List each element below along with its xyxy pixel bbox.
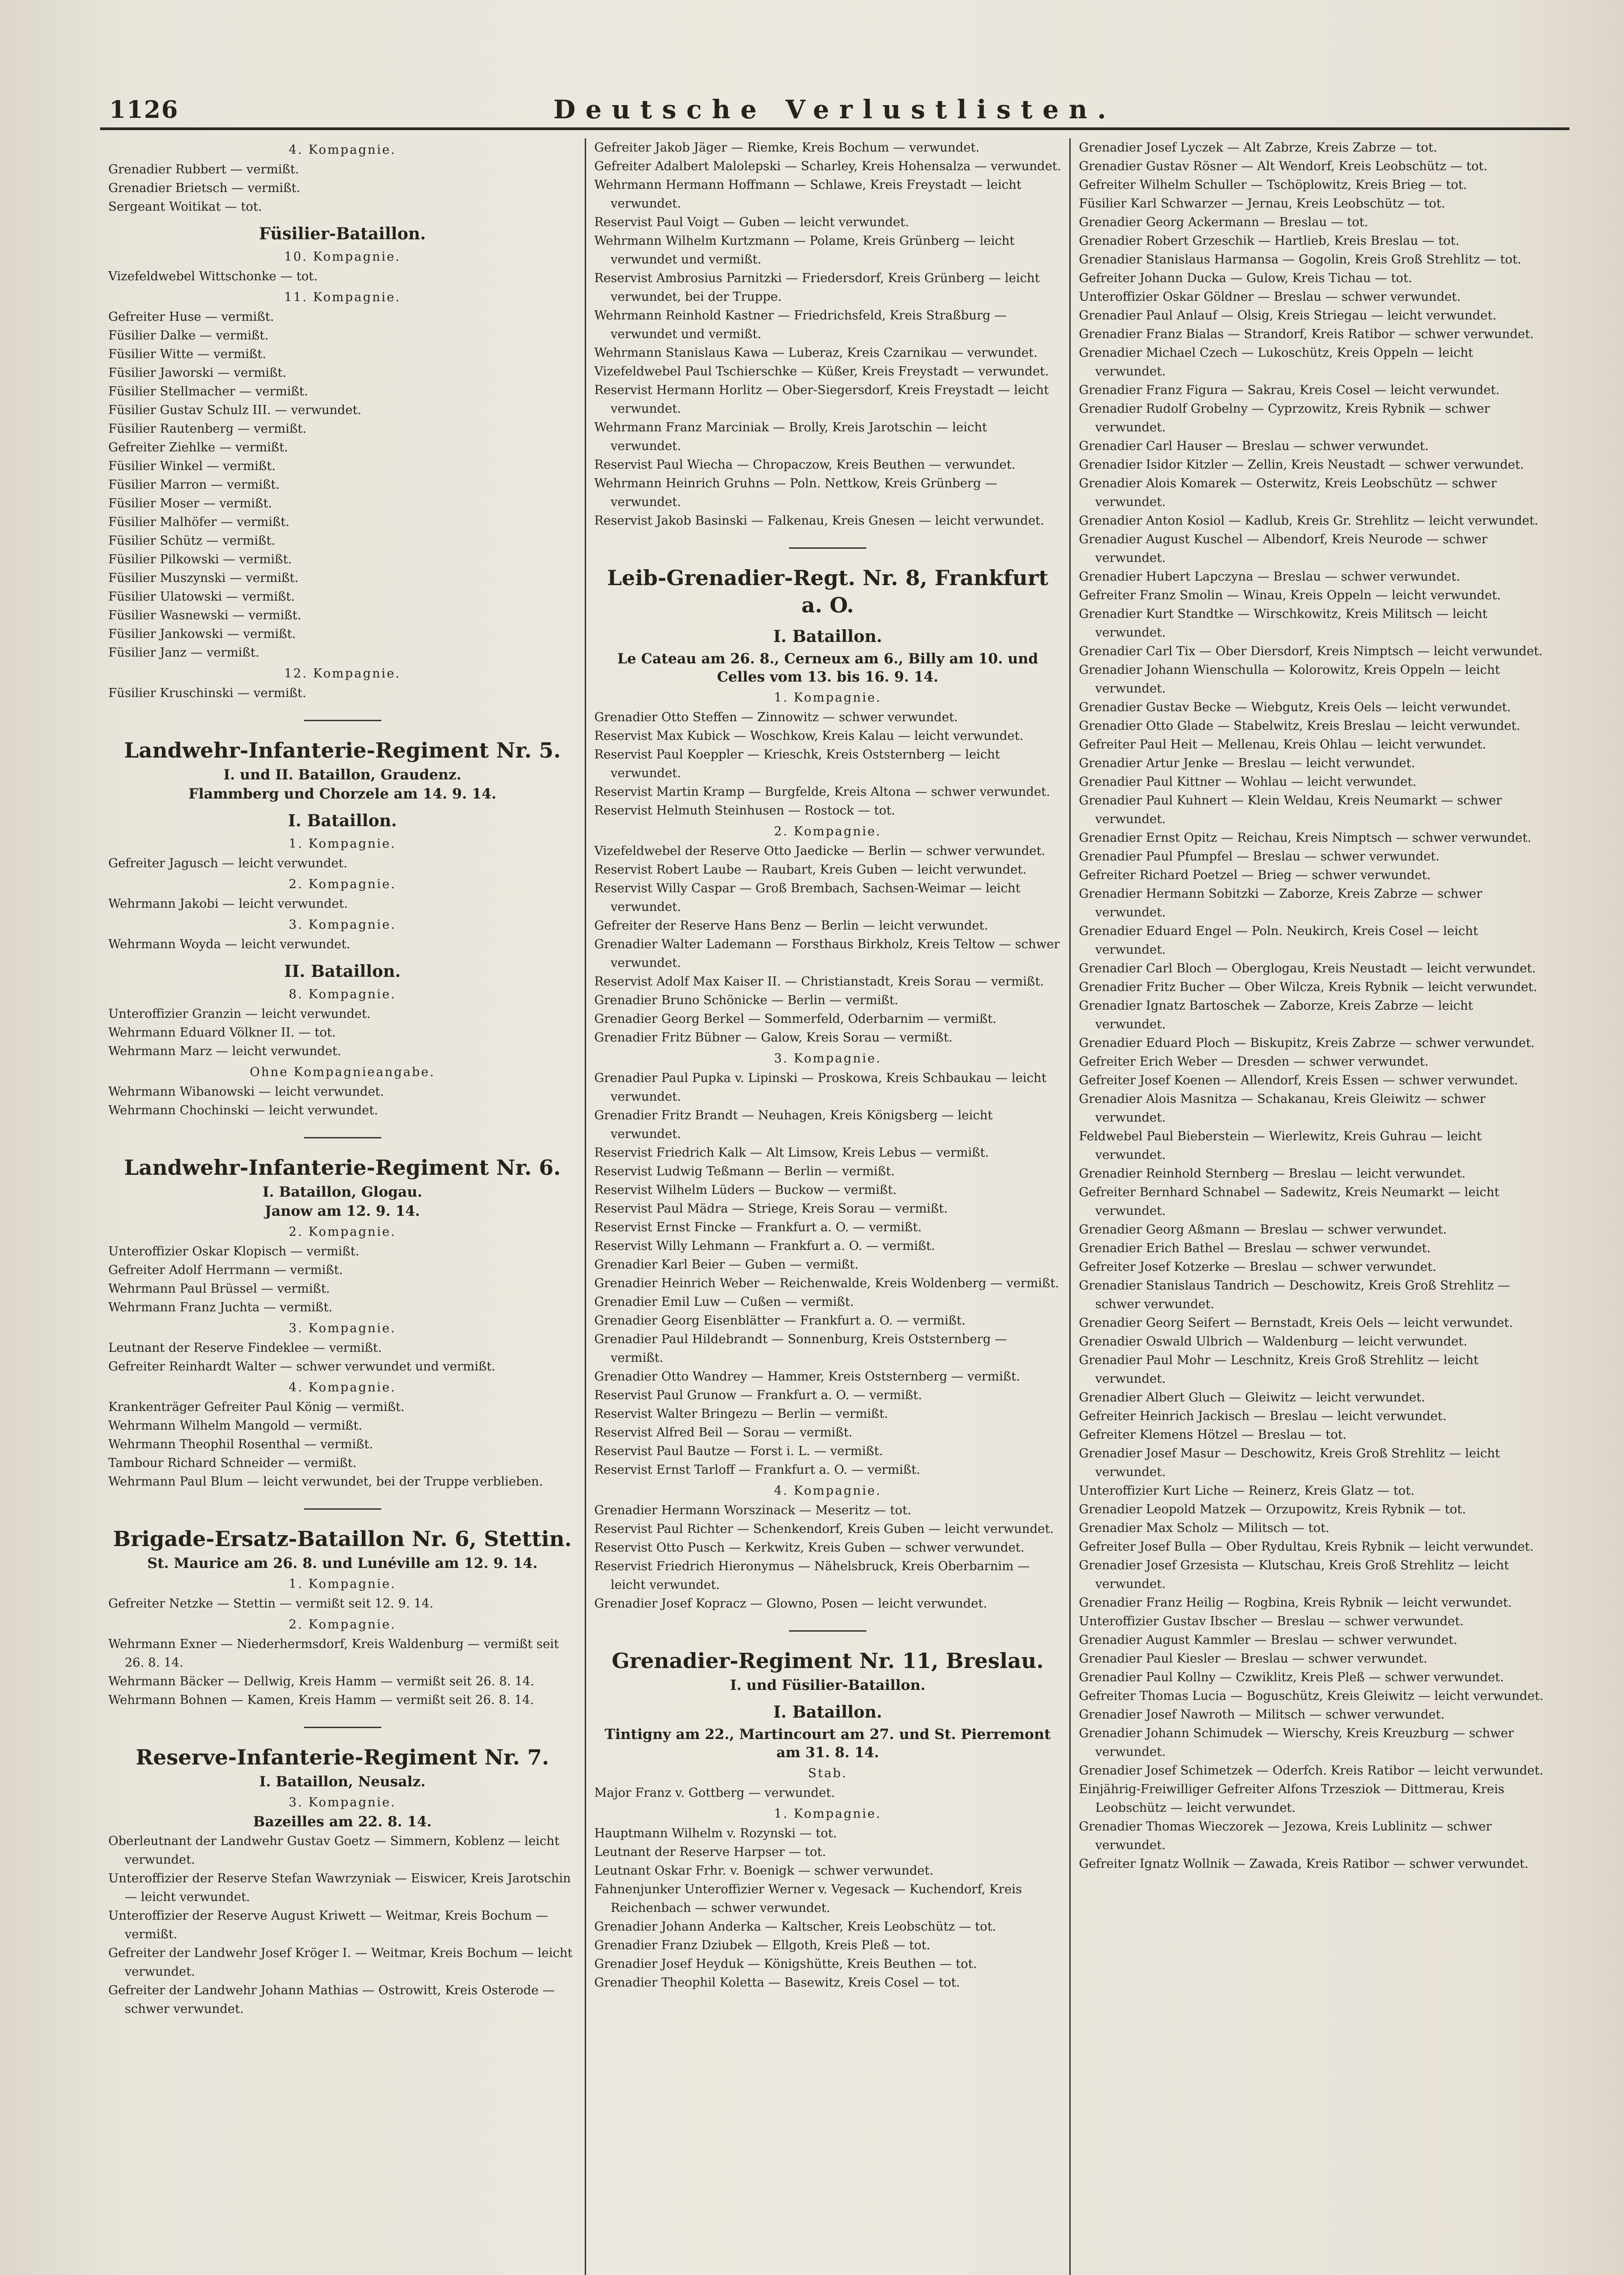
list-entry: Grenadier Paul Pupka v. Lipinski — Proskowa, Kreis Schbaukau — leicht verwundet. bbox=[594, 1071, 1047, 1104]
list-entry: Grenadier Reinhold Sternberg — Breslau — leicht verwundet. bbox=[1079, 1167, 1466, 1181]
page-header bbox=[100, 86, 1569, 130]
list-entry: Unteroffizier Kurt Liche — Reinerz, Kreis Glatz — tot. bbox=[1079, 1484, 1415, 1498]
list-entry: Grenadier Josef Grzesista — Klutschau, Kreis Groß Strehlitz — leicht verwundet. bbox=[1079, 1558, 1509, 1591]
list-entry: Füsilier Winkel — vermißt. bbox=[108, 459, 276, 473]
section-divider bbox=[304, 1727, 381, 1728]
battalion-subtitle: I. Bataillon, Neusalz. bbox=[259, 1774, 426, 1790]
list-entry: Reservist Willy Lehmann — Frankfurt a. O. — vermißt. bbox=[594, 1239, 935, 1253]
list-entry: Grenadier Paul Kollny — Czwiklitz, Kreis Pleß — schwer verwundet. bbox=[1079, 1670, 1504, 1684]
list-entry: Füsilier Ulatowski — vermißt. bbox=[108, 590, 295, 604]
section-divider bbox=[789, 1630, 866, 1632]
list-entry: Gefreiter Ignatz Wollnik — Zawada, Kreis Ratibor — schwer verwundet. bbox=[1079, 1857, 1529, 1871]
list-entry: Krankenträger Gefreiter Paul König — vermißt. bbox=[108, 1400, 405, 1414]
list-entry: Grenadier Georg Aßmann — Breslau — schwer verwundet. bbox=[1079, 1223, 1447, 1237]
list-entry: Vizefeldwebel Wittschonke — tot. bbox=[108, 269, 318, 283]
list-entry: Grenadier Heinrich Weber — Reichenwalde, Kreis Woldenberg — vermißt. bbox=[594, 1276, 1059, 1290]
kompanie-heading: 4. Kompagnie. bbox=[774, 1484, 881, 1498]
list-entry: Wehrmann Woyda — leicht verwundet. bbox=[108, 937, 350, 951]
list-entry: Füsilier Schütz — vermißt. bbox=[108, 534, 275, 548]
list-entry: Gefreiter Reinhardt Walter — schwer verwundet und vermißt. bbox=[108, 1360, 496, 1374]
list-entry: Gefreiter der Landwehr Johann Mathias — Ostrowitt, Kreis Osterode — schwer verwundet. bbox=[108, 1983, 555, 2016]
regiment-heading: Grenadier-Regiment Nr. 11, Breslau. bbox=[612, 1648, 1044, 1673]
list-entry: Grenadier Josef Masur — Deschowitz, Kreis Groß Strehlitz — leicht verwundet. bbox=[1079, 1446, 1500, 1479]
list-entry: Füsilier Dalke — vermißt. bbox=[108, 329, 269, 343]
bataillon-heading: I. Bataillon. bbox=[288, 811, 397, 830]
list-entry: Gefreiter Johann Ducka — Gulow, Kreis Tichau — tot. bbox=[1079, 271, 1412, 285]
bataillon-heading: I. Bataillon. bbox=[773, 1703, 882, 1722]
list-entry: Grenadier Otto Glade — Stabelwitz, Kreis Breslau — leicht verwundet. bbox=[1079, 719, 1520, 733]
list-entry: Grenadier Hubert Lapczyna — Breslau — schwer verwundet. bbox=[1079, 570, 1460, 584]
list-entry: Vizefeldwebel der Reserve Otto Jaedicke — Berlin — schwer verwundet. bbox=[594, 844, 1046, 858]
list-entry: Grenadier Ernst Opitz — Reichau, Kreis Nimptsch — schwer verwundet. bbox=[1079, 831, 1532, 845]
list-entry: Grenadier Paul Anlauf — Olsig, Kreis Striegau — leicht verwundet. bbox=[1079, 308, 1497, 323]
battle-subtitle: Le Cateau am 26. 8., Cerneux am 6., Billy am 10. und Celles vom 13. bis 16. 9. 14. bbox=[617, 651, 1038, 685]
stab-heading: Stab. bbox=[808, 1766, 848, 1780]
list-entry: Reservist Paul Koeppler — Krieschk, Kreis Oststernberg — leicht verwundet. bbox=[594, 748, 1000, 780]
list-entry: Füsilier Karl Schwarzer — Jernau, Kreis Leobschütz — tot. bbox=[1079, 197, 1446, 211]
list-entry: Grenadier Josef Nawroth — Militsch — schwer verwundet. bbox=[1079, 1708, 1445, 1722]
list-entry: Füsilier Jankowski — vermißt. bbox=[108, 627, 296, 641]
list-entry: Grenadier Josef Lyczek — Alt Zabrze, Kreis Zabrze — tot. bbox=[1079, 141, 1437, 155]
list-entry: Reservist Martin Kramp — Burgfelde, Kreis Altona — schwer verwundet. bbox=[594, 785, 1050, 799]
list-entry: Grenadier Emil Luw — Cußen — vermißt. bbox=[594, 1295, 854, 1309]
list-entry: Füsilier Wasnewski — vermißt. bbox=[108, 608, 302, 622]
list-entry: Grenadier Josef Schimetzek — Oderfch. Kreis Ratibor — leicht verwundet. bbox=[1079, 1764, 1543, 1778]
list-entry: Sergeant Woitikat — tot. bbox=[108, 200, 262, 214]
kompanie-heading: 8. Kompagnie. bbox=[288, 987, 396, 1001]
list-entry: Grenadier Paul Hildebrandt — Sonnenburg, Kreis Oststernberg — vermißt. bbox=[594, 1332, 1007, 1365]
list-entry: Füsilier Marron — vermißt. bbox=[108, 478, 280, 492]
list-entry: Füsilier Kruschinski — vermißt. bbox=[108, 686, 307, 700]
list-entry: Wehrmann Jakobi — leicht verwundet. bbox=[108, 897, 348, 911]
list-entry: Grenadier Paul Pfumpfel — Breslau — schwer verwundet. bbox=[1079, 849, 1440, 864]
list-entry: Wehrmann Exner — Niederhermsdorf, Kreis Waldenburg — vermißt seit 26. 8. 14. bbox=[108, 1637, 559, 1670]
list-entry: Unteroffizier Oskar Göldner — Breslau — schwer verwundet. bbox=[1079, 290, 1461, 304]
list-entry: Gefreiter Ziehlke — vermißt. bbox=[108, 440, 288, 455]
kompanie-heading: 3. Kompagnie. bbox=[288, 1795, 396, 1810]
list-entry: Grenadier Kurt Standtke — Wirschkowitz, Kreis Militsch — leicht verwundet. bbox=[1079, 607, 1487, 640]
list-entry: Füsilier Jaworski — vermißt. bbox=[108, 366, 287, 380]
list-entry: Grenadier Hermann Sobitzki — Zaborze, Kreis Zabrze — schwer verwundet. bbox=[1079, 887, 1482, 920]
list-entry: Grenadier Otto Wandrey — Hammer, Kreis Oststernberg — vermißt. bbox=[594, 1370, 1020, 1384]
list-entry: Grenadier Carl Hauser — Breslau — schwer verwundet. bbox=[1079, 439, 1429, 453]
list-entry: Grenadier Paul Mohr — Leschnitz, Kreis Groß Strehlitz — leicht verwundet. bbox=[1079, 1353, 1479, 1386]
list-entry: Gefreiter Heinrich Jackisch — Breslau — leicht verwundet. bbox=[1079, 1409, 1447, 1423]
battalion-subtitle: I. und II. Bataillon, Graudenz. bbox=[223, 767, 461, 783]
list-entry: Füsilier Malhöfer — vermißt. bbox=[108, 515, 290, 529]
list-entry: Leutnant Oskar Frhr. v. Boenigk — schwer verwundet. bbox=[594, 1864, 934, 1878]
section-divider bbox=[304, 720, 381, 721]
battalion-subtitle: I. Bataillon, Glogau. bbox=[263, 1184, 422, 1200]
list-entry: Vizefeldwebel Paul Tschierschke — Küßer, Kreis Freystadt — verwundet. bbox=[594, 364, 1049, 379]
list-entry: Tambour Richard Schneider — vermißt. bbox=[108, 1456, 357, 1470]
list-entry: Grenadier Josef Kopracz — Glowno, Posen — leicht verwundet. bbox=[594, 1597, 987, 1611]
section-divider bbox=[304, 1508, 381, 1510]
list-entry: Gefreiter der Reserve Hans Benz — Berlin — leicht verwundet. bbox=[594, 919, 988, 933]
list-entry: Grenadier Michael Czech — Lukoschütz, Kreis Oppeln — leicht verwundet. bbox=[1079, 346, 1473, 379]
list-entry: Gefreiter Wilhelm Schuller — Tschöplowitz, Kreis Brieg — tot. bbox=[1079, 178, 1467, 192]
list-entry: Gefreiter Adalbert Malolepski — Scharley, Kreis Hohensalza — verwundet. bbox=[594, 159, 1061, 173]
list-entry: Grenadier Isidor Kitzler — Zellin, Kreis Neustadt — schwer verwundet. bbox=[1079, 458, 1524, 472]
list-entry: Grenadier Paul Kittner — Wohlau — leicht verwundet. bbox=[1079, 775, 1417, 789]
list-entry: Füsilier Stellmacher — vermißt. bbox=[108, 384, 309, 399]
list-entry: Reservist Hermann Horlitz — Ober-Siegersdorf, Kreis Freystadt — leicht verwundet. bbox=[594, 383, 1049, 416]
list-entry: Grenadier Max Scholz — Militsch — tot. bbox=[1079, 1521, 1330, 1535]
list-entry: Gefreiter Jagusch — leicht verwundet. bbox=[108, 856, 348, 870]
list-entry: Leutnant der Reserve Findeklee — vermißt. bbox=[108, 1341, 382, 1355]
list-entry: Füsilier Janz — vermißt. bbox=[108, 646, 259, 660]
list-entry: Reservist Helmuth Steinhusen — Rostock — tot. bbox=[594, 804, 895, 818]
list-entry: Grenadier Walter Lademann — Forsthaus Birkholz, Kreis Teltow — schwer verwundet. bbox=[594, 937, 1060, 970]
list-entry: Grenadier Erich Bathel — Breslau — schwer verwundet. bbox=[1079, 1241, 1431, 1255]
list-entry: Grenadier Theophil Koletta — Basewitz, Kreis Cosel — tot. bbox=[594, 1976, 960, 1990]
list-entry: Füsilier Moser — vermißt. bbox=[108, 496, 273, 511]
list-entry: Wehrmann Bäcker — Dellwig, Kreis Hamm — vermißt seit 26. 8. 14. bbox=[108, 1674, 535, 1689]
list-entry: Gefreiter Klemens Hötzel — Breslau — tot. bbox=[1079, 1428, 1347, 1442]
list-entry: Grenadier Paul Kiesler — Breslau — schwer verwundet. bbox=[1079, 1652, 1427, 1666]
kompanie-heading: 3. Kompagnie. bbox=[288, 1321, 396, 1335]
list-entry: Gefreiter Josef Bulla — Ober Rydultau, Kreis Rybnik — leicht verwundet. bbox=[1079, 1540, 1534, 1554]
kompanie-heading: 3. Kompagnie. bbox=[774, 1052, 881, 1066]
list-entry: Grenadier Otto Steffen — Zinnowitz — schwer verwundet. bbox=[594, 710, 958, 724]
list-entry: Wehrmann Paul Blum — leicht verwundet, bei der Truppe verblieben. bbox=[108, 1475, 543, 1489]
kompanie-heading: 4. Kompagnie. bbox=[288, 143, 396, 157]
list-entry: Füsilier Gustav Schulz III. — verwundet. bbox=[108, 403, 362, 417]
kompanie-heading: 1. Kompagnie. bbox=[774, 1807, 881, 1821]
list-entry: Grenadier Josef Heyduk — Königshütte, Kreis Beuthen — tot. bbox=[594, 1957, 977, 1971]
list-entry: Unteroffizier der Reserve August Kriwett — Weitmar, Kreis Bochum — vermißt. bbox=[108, 1909, 548, 1941]
list-entry: Grenadier Fritz Bucher — Ober Wilcza, Kreis Rybnik — leicht verwundet. bbox=[1079, 980, 1538, 994]
list-entry: Wehrmann Theophil Rosenthal — vermißt. bbox=[108, 1437, 373, 1451]
columns bbox=[100, 138, 1569, 2275]
regiment-heading: Brigade-Ersatz-Bataillon Nr. 6, Stettin. bbox=[113, 1527, 572, 1551]
list-entry: Reservist Ludwig Teßmann — Berlin — vermißt. bbox=[594, 1164, 895, 1178]
list-entry: Reservist Max Kubick — Woschkow, Kreis Kalau — leicht verwundet. bbox=[594, 729, 1024, 743]
list-entry: Reservist Robert Laube — Raubart, Kreis Guben — leicht verwundet. bbox=[594, 863, 1027, 877]
list-entry: Gefreiter Thomas Lucia — Boguschütz, Kreis Gleiwitz — leicht verwundet. bbox=[1079, 1689, 1544, 1703]
list-entry: Füsilier Muszynski — vermißt. bbox=[108, 571, 298, 585]
list-entry: Grenadier Eduard Engel — Poln. Neukirch, Kreis Cosel — leicht verwundet. bbox=[1079, 924, 1478, 957]
kompanie-heading: 1. Kompagnie. bbox=[774, 691, 881, 705]
list-entry: Wehrmann Stanislaus Kawa — Luberaz, Kreis Czarnikau — verwundet. bbox=[594, 346, 1038, 360]
kompanie-heading: 1. Kompagnie. bbox=[288, 837, 396, 851]
list-entry: Grenadier Rubbert — vermißt. bbox=[108, 162, 299, 177]
kompanie-heading: 11. Kompagnie. bbox=[284, 290, 401, 304]
list-entry: Wehrmann Marz — leicht verwundet. bbox=[108, 1044, 341, 1058]
list-entry: Reservist Jakob Basinski — Falkenau, Kreis Gnesen — leicht verwundet. bbox=[594, 514, 1044, 528]
list-entry: Grenadier Franz Bialas — Strandorf, Kreis Ratibor — schwer verwundet. bbox=[1079, 327, 1534, 341]
page-number: 1126 bbox=[109, 96, 179, 124]
kompanie-heading: 1. Kompagnie. bbox=[288, 1577, 396, 1591]
list-entry: Einjährig-Freiwilliger Gefreiter Alfons Trzesziok — Dittmerau, Kreis Leobschütz — leicht verwundet. bbox=[1079, 1782, 1505, 1815]
battle-subtitle: Bazeilles am 22. 8. 14. bbox=[253, 1814, 432, 1830]
list-entry: Grenadier Karl Beier — Guben — vermißt. bbox=[594, 1258, 859, 1272]
list-entry: Grenadier Gustav Becke — Wiebgutz, Kreis Oels — leicht verwundet. bbox=[1079, 700, 1511, 714]
list-entry: Reservist Ambrosius Parnitzki — Friedersdorf, Kreis Grünberg — leicht verwundet, bei der Truppe. bbox=[594, 271, 1040, 304]
list-entry: Grenadier Artur Jenke — Breslau — leicht verwundet. bbox=[1079, 756, 1415, 770]
regiment-heading: Leib-Grenadier-Regt. Nr. 8, Frankfurt a. O. bbox=[607, 566, 1048, 617]
battle-subtitle: Tintigny am 22., Martincourt am 27. und St. Pierremont am 31. 8. 14. bbox=[604, 1726, 1051, 1761]
kompanie-heading: 12. Kompagnie. bbox=[284, 667, 401, 681]
page-title: Deutsche Verlustlisten. bbox=[553, 95, 1116, 125]
list-entry: Grenadier Franz Figura — Sakrau, Kreis Cosel — leicht verwundet. bbox=[1079, 383, 1500, 397]
section-divider bbox=[304, 1137, 381, 1138]
list-entry: Reservist Paul Mädra — Striege, Kreis Sorau — vermißt. bbox=[594, 1202, 948, 1216]
list-entry: Wehrmann Wilhelm Kurtzmann — Polame, Kreis Grünberg — leicht verwundet und vermißt. bbox=[594, 234, 1015, 267]
column-1 bbox=[100, 138, 585, 2275]
list-entry: Reservist Paul Richter — Schenkendorf, Kreis Guben — leicht verwundet. bbox=[594, 1522, 1054, 1536]
list-entry: Grenadier Stanislaus Tandrich — Deschowitz, Kreis Groß Strehlitz — schwer verwundet. bbox=[1079, 1279, 1510, 1311]
list-entry: Gefreiter Franz Smolin — Winau, Kreis Oppeln — leicht verwundet. bbox=[1079, 588, 1501, 602]
list-entry: Unteroffizier Oskar Klopisch — vermißt. bbox=[108, 1244, 359, 1259]
list-entry: Grenadier Carl Tix — Ober Diersdorf, Kreis Nimptsch — leicht verwundet. bbox=[1079, 644, 1543, 658]
list-entry: Gefreiter Netzke — Stettin — vermißt seit 12. 9. 14. bbox=[108, 1597, 434, 1611]
list-entry: Gefreiter Josef Kotzerke — Breslau — schwer verwundet. bbox=[1079, 1260, 1437, 1274]
list-entry: Grenadier Eduard Ploch — Biskupitz, Kreis Zabrze — schwer verwundet. bbox=[1079, 1036, 1535, 1050]
kompanie-heading: 2. Kompagnie. bbox=[774, 824, 881, 839]
list-entry: Grenadier Gustav Rösner — Alt Wendorf, Kreis Leobschütz — tot. bbox=[1079, 159, 1488, 173]
list-entry: Leutnant der Reserve Harpser — tot. bbox=[594, 1845, 826, 1859]
list-entry: Grenadier Franz Heilig — Rogbina, Kreis Rybnik — leicht verwundet. bbox=[1079, 1596, 1512, 1610]
list-entry: Gefreiter Bernhard Schnabel — Sadewitz, Kreis Neumarkt — leicht verwundet. bbox=[1079, 1185, 1499, 1218]
list-entry: Gefreiter Josef Koenen — Allendorf, Kreis Essen — schwer verwundet. bbox=[1079, 1073, 1518, 1087]
list-entry: Wehrmann Eduard Völkner II. — tot. bbox=[108, 1026, 336, 1040]
list-entry: Grenadier Ignatz Bartoschek — Zaborze, Kreis Zabrze — leicht verwundet. bbox=[1079, 999, 1473, 1031]
bataillon-heading: I. Bataillon. bbox=[773, 627, 882, 646]
list-entry: Gefreiter Erich Weber — Dresden — schwer verwundet. bbox=[1079, 1055, 1429, 1069]
kompanie-heading: 10. Kompagnie. bbox=[284, 250, 401, 264]
regiment-heading: Reserve-Infanterie-Regiment Nr. 7. bbox=[136, 1745, 549, 1769]
list-entry: Grenadier Bruno Schönicke — Berlin — vermißt. bbox=[594, 993, 898, 1007]
list-entry: Grenadier Franz Dziubek — Ellgoth, Kreis Pleß — tot. bbox=[594, 1938, 931, 1952]
list-entry: Reservist Friedrich Hieronymus — Nähelsbruck, Kreis Oberbarnim — leicht verwundet. bbox=[594, 1559, 1030, 1592]
list-entry: Gefreiter Richard Poetzel — Brieg — schwer verwundet. bbox=[1079, 868, 1431, 882]
list-entry: Füsilier Rautenberg — vermißt. bbox=[108, 422, 307, 436]
list-entry: Wehrmann Wilhelm Mangold — vermißt. bbox=[108, 1419, 363, 1433]
kompanie-heading: 2. Kompagnie. bbox=[288, 877, 396, 891]
list-entry: Gefreiter Adolf Herrmann — vermißt. bbox=[108, 1263, 343, 1277]
list-entry: Wehrmann Franz Juchta — vermißt. bbox=[108, 1300, 333, 1314]
list-entry: Grenadier Anton Kosiol — Kadlub, Kreis Gr. Strehlitz — leicht verwundet. bbox=[1079, 514, 1538, 528]
list-entry: Reservist Alfred Beil — Sorau — vermißt. bbox=[594, 1426, 853, 1440]
list-entry: Wehrmann Heinrich Gruhns — Poln. Nettkow, Kreis Grünberg — verwundet. bbox=[594, 476, 997, 509]
list-entry: Grenadier Robert Grzeschik — Hartlieb, Kreis Breslau — tot. bbox=[1079, 234, 1460, 248]
list-entry: Fahnenjunker Unteroffizier Werner v. Vegesack — Kuchendorf, Kreis Reichenbach — schwer verwundet. bbox=[594, 1882, 1022, 1915]
battalion-subtitle: I. und Füsilier-Bataillon. bbox=[730, 1677, 926, 1694]
list-entry: Reservist Otto Pusch — Kerkwitz, Kreis Guben — schwer verwundet. bbox=[594, 1541, 1025, 1555]
battle-subtitle: Flammberg und Chorzele am 14. 9. 14. bbox=[188, 786, 496, 802]
list-entry: Grenadier Albert Gluch — Gleiwitz — leicht verwundet. bbox=[1079, 1390, 1426, 1405]
list-entry: Reservist Paul Bautze — Forst i. L. — vermißt. bbox=[594, 1444, 883, 1458]
list-entry: Grenadier Johann Wienschulla — Kolorowitz, Kreis Oppeln — leicht verwundet. bbox=[1079, 663, 1500, 696]
battle-subtitle: Janow am 12. 9. 14. bbox=[265, 1203, 420, 1219]
list-entry: Wehrmann Reinhold Kastner — Friedrichsfeld, Kreis Straßburg — verwundet und vermißt. bbox=[594, 308, 1007, 341]
list-entry: Grenadier Brietsch — vermißt. bbox=[108, 181, 300, 195]
bataillon-heading: II. Bataillon. bbox=[284, 962, 401, 981]
list-entry: Grenadier Georg Seifert — Bernstadt, Kreis Oels — leicht verwundet. bbox=[1079, 1316, 1513, 1330]
list-entry: Gefreiter Jakob Jäger — Riemke, Kreis Bochum — verwundet. bbox=[594, 141, 980, 155]
list-entry: Reservist Willy Caspar — Groß Brembach, Sachsen-Weimar — leicht verwundet. bbox=[594, 881, 1021, 914]
list-entry: Gefreiter Huse — vermißt. bbox=[108, 310, 274, 324]
list-entry: Grenadier August Kammler — Breslau — schwer verwundet. bbox=[1079, 1633, 1457, 1647]
list-entry: Reservist Walter Bringezu — Berlin — vermißt. bbox=[594, 1407, 888, 1421]
list-entry: Grenadier Rudolf Grobelny — Cyprzowitz, Kreis Rybnik — schwer verwundet. bbox=[1079, 402, 1490, 435]
list-entry: Wehrmann Wibanowski — leicht verwundet. bbox=[108, 1085, 384, 1099]
list-entry: Reservist Paul Wiecha — Chropaczow, Kreis Beuthen — verwundet. bbox=[594, 458, 1016, 472]
list-entry: Wehrmann Hermann Hoffmann — Schlawe, Kreis Freystadt — leicht verwundet. bbox=[594, 178, 1022, 211]
bataillon-heading: Füsilier-Bataillon. bbox=[259, 224, 426, 243]
list-entry: Grenadier Hermann Worszinack — Meseritz — tot. bbox=[594, 1503, 911, 1517]
list-entry: Grenadier August Kuschel — Albendorf, Kreis Neurode — schwer verwundet. bbox=[1079, 532, 1487, 565]
list-entry: Oberleutnant der Landwehr Gustav Goetz — Simmern, Koblenz — leicht verwundet. bbox=[108, 1834, 560, 1867]
battle-subtitle: St. Maurice am 26. 8. und Lunéville am 12. 9. 14. bbox=[147, 1555, 538, 1572]
list-entry: Unteroffizier der Reserve Stefan Wawrzyniak — Eiswicer, Kreis Jarotschin — leicht verwundet. bbox=[108, 1871, 571, 1904]
list-entry: Wehrmann Paul Brüssel — vermißt. bbox=[108, 1282, 330, 1296]
kompanie-heading: 2. Kompagnie. bbox=[288, 1225, 396, 1239]
list-entry: Grenadier Stanislaus Harmansa — Gogolin, Kreis Groß Strehlitz — tot. bbox=[1079, 253, 1522, 267]
kompanie-heading: 2. Kompagnie. bbox=[288, 1618, 396, 1632]
regiment-heading: Landwehr-Infanterie-Regiment Nr. 5. bbox=[124, 738, 561, 763]
list-entry: Füsilier Pilkowski — vermißt. bbox=[108, 552, 292, 566]
list-entry: Grenadier Paul Kuhnert — Klein Weldau, Kreis Neumarkt — schwer verwundet. bbox=[1079, 794, 1502, 826]
kompanie-heading: 3. Kompagnie. bbox=[288, 918, 396, 932]
list-entry: Unteroffizier Gustav Ibscher — Breslau — schwer verwundet. bbox=[1079, 1614, 1464, 1628]
section-divider bbox=[789, 547, 866, 549]
list-entry: Wehrmann Chochinski — leicht verwundet. bbox=[108, 1103, 378, 1117]
list-entry: Unteroffizier Granzin — leicht verwundet. bbox=[108, 1007, 371, 1021]
list-entry: Grenadier Carl Bloch — Oberglogau, Kreis Neustadt — leicht verwundet. bbox=[1079, 961, 1536, 976]
list-entry: Grenadier Alois Masnitza — Schakanau, Kreis Gleiwitz — schwer verwundet. bbox=[1079, 1092, 1486, 1125]
list-entry: Reservist Adolf Max Kaiser II. — Christianstadt, Kreis Sorau — vermißt. bbox=[594, 975, 1044, 989]
kompanie-heading: Ohne Kompagnieangabe. bbox=[249, 1065, 435, 1079]
list-entry: Grenadier Johann Anderka — Kaltscher, Kreis Leobschütz — tot. bbox=[594, 1920, 997, 1934]
list-entry: Grenadier Leopold Matzek — Orzupowitz, Kreis Rybnik — tot. bbox=[1079, 1502, 1466, 1517]
list-entry: Grenadier Georg Eisenblätter — Frankfurt a. O. — vermißt. bbox=[594, 1314, 966, 1328]
column-2 bbox=[585, 138, 1069, 2275]
list-entry: Grenadier Georg Ackermann — Breslau — tot. bbox=[1079, 215, 1368, 229]
list-entry: Gefreiter der Landwehr Josef Kröger I. — Weitmar, Kreis Bochum — leicht verwundet. bbox=[108, 1946, 573, 1979]
list-entry: Füsilier Witte — vermißt. bbox=[108, 347, 266, 361]
list-entry: Reservist Paul Grunow — Frankfurt a. O. — vermißt. bbox=[594, 1388, 922, 1402]
list-entry: Grenadier Oswald Ulbrich — Waldenburg — leicht verwundet. bbox=[1079, 1335, 1467, 1349]
list-entry: Reservist Ernst Fincke — Frankfurt a. O. — vermißt. bbox=[594, 1220, 922, 1234]
list-entry: Reservist Friedrich Kalk — Alt Limsow, Kreis Lebus — vermißt. bbox=[594, 1146, 989, 1160]
list-entry: Reservist Ernst Tarloff — Frankfurt a. O. — vermißt. bbox=[594, 1463, 921, 1477]
column-3 bbox=[1069, 138, 1554, 2275]
list-entry: Grenadier Alois Komarek — Osterwitz, Kreis Leobschütz — schwer verwundet. bbox=[1079, 476, 1497, 509]
list-entry: Reservist Wilhelm Lüders — Buckow — vermißt. bbox=[594, 1183, 897, 1197]
list-entry: Grenadier Johann Schimudek — Wierschy, Kreis Kreuzburg — schwer verwundet. bbox=[1079, 1726, 1514, 1759]
list-entry: Grenadier Fritz Brandt — Neuhagen, Kreis Königsberg — leicht verwundet. bbox=[594, 1108, 993, 1141]
list-entry: Gefreiter Paul Heit — Mellenau, Kreis Ohlau — leicht verwundet. bbox=[1079, 738, 1486, 752]
list-entry: Reservist Paul Voigt — Guben — leicht verwundet. bbox=[594, 215, 909, 229]
list-entry: Wehrmann Bohnen — Kamen, Kreis Hamm — vermißt seit 26. 8. 14. bbox=[108, 1693, 534, 1707]
regiment-heading: Landwehr-Infanterie-Regiment Nr. 6. bbox=[124, 1155, 561, 1180]
list-entry: Grenadier Fritz Bübner — Galow, Kreis Sorau — vermißt. bbox=[594, 1031, 953, 1045]
list-entry: Hauptmann Wilhelm v. Rozynski — tot. bbox=[594, 1826, 837, 1840]
list-entry: Grenadier Thomas Wieczorek — Jezowa, Kreis Lublinitz — schwer verwundet. bbox=[1079, 1820, 1492, 1852]
list-entry: Grenadier Georg Berkel — Sommerfeld, Oderbarnim — vermißt. bbox=[594, 1012, 997, 1026]
kompanie-heading: 4. Kompagnie. bbox=[288, 1380, 396, 1395]
list-entry: Wehrmann Franz Marciniak — Brolly, Kreis Jarotschin — leicht verwundet. bbox=[594, 420, 987, 453]
list-entry: Major Franz v. Gottberg — verwundet. bbox=[594, 1786, 835, 1800]
list-entry: Feldwebel Paul Bieberstein — Wierlewitz, Kreis Guhrau — leicht verwundet. bbox=[1079, 1129, 1482, 1162]
